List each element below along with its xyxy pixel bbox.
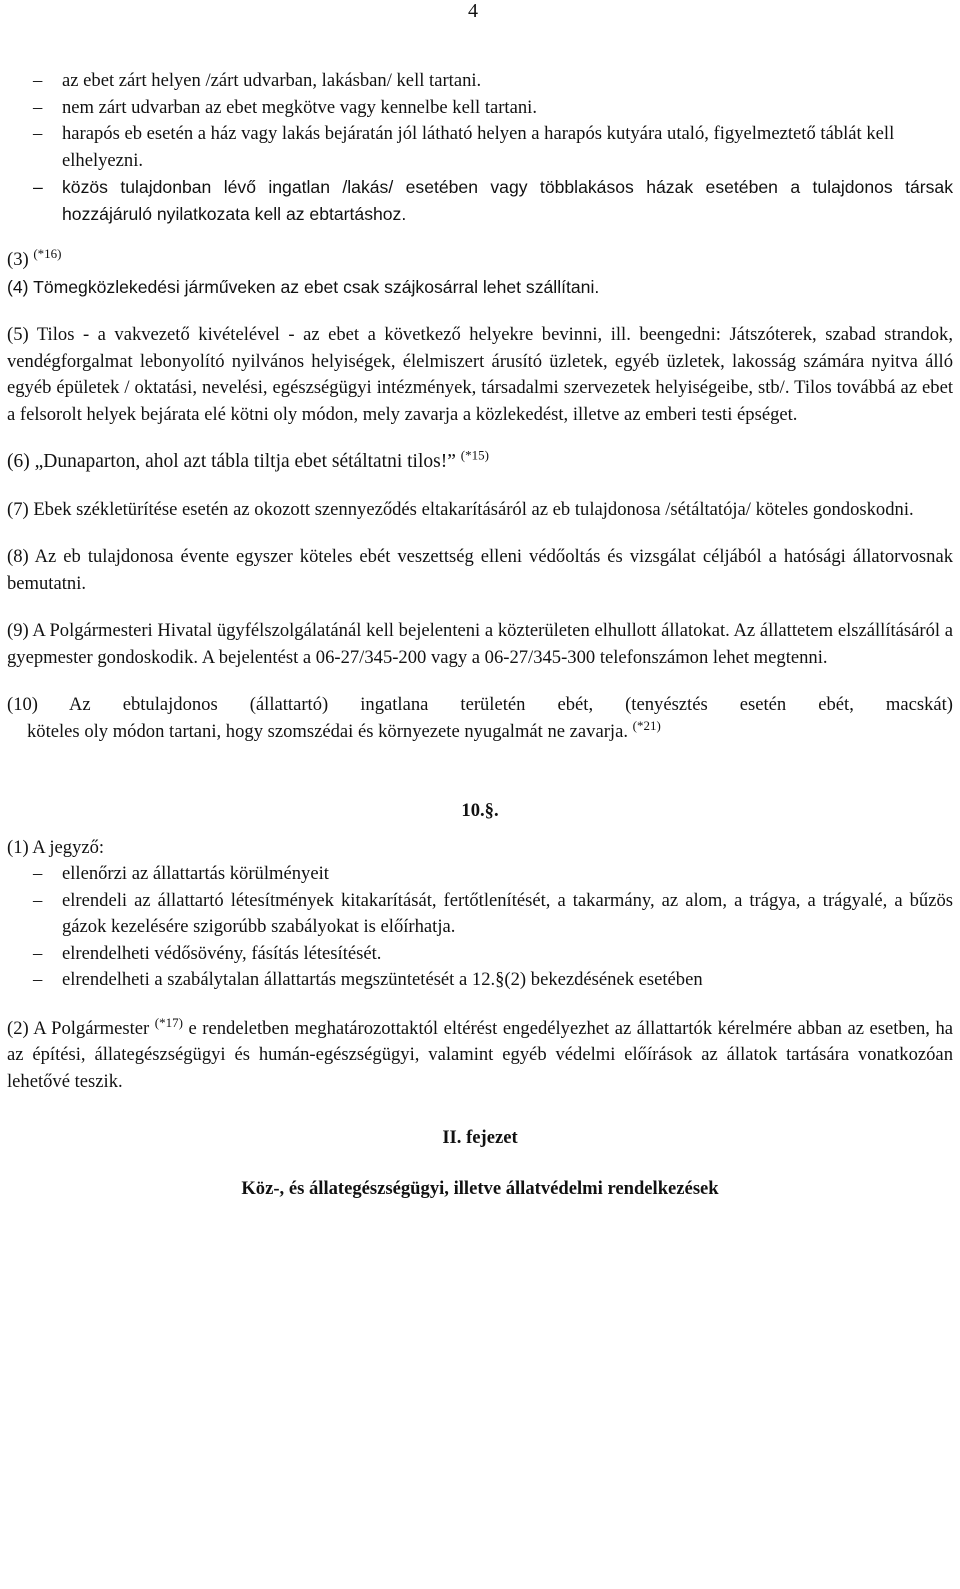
section-heading: 10.§. — [461, 800, 499, 821]
paragraph-7: (7) Ebek székletürítése esetén az okozott szennyeződés eltakarításáról az eb tulajdonosa /sétáltatója/ köteles gondoskodni. — [7, 498, 914, 520]
list-item: – elrendelheti védősövény, fásítás létesítését. — [7, 941, 953, 968]
chapter-heading: II. fejezet — [442, 1127, 518, 1148]
list-item: – harapós eb esetén a ház vagy lakás bejáratán jól látható helyen a harapós kutyára utaló, figyelmeztető táblát kell elhelyezni. — [7, 121, 953, 174]
paragraph-4: (4) Tömegközlekedési járműveken az ebet csak szájkosárral lehet szállítani. — [7, 276, 600, 297]
list-item: – nem zárt udvarban az ebet megkötve vagy kennelbe kell tartani. — [7, 95, 953, 122]
paragraph-6: (6) „Dunaparton, ahol azt tábla tiltja ebet sétáltatni tilos!” $^{(*15)}$ — [7, 447, 489, 472]
section10-paragraph-2: (2) A Polgármester $^{(*17)}$ e rendeletben meghatározottaktól eltérést engedélyezhet az állattartók kérelmére abban az esetben, ha az építési, állategészségügyi és humán-egészségügyi, valamint egyéb védelmi előírások az állatok tartására vonatkozóan lehetővé teszik. — [7, 1014, 953, 1092]
list-item: – elrendeli az állattartó létesítmények kitakarítását, fertőtlenítését, a takarmány, az alom, a trágya, a trágyalé, a bűzös gázok kezelésére szigorúbb szabályokat is előírhatja. — [7, 888, 953, 941]
footnote-ref: (*16) — [33, 245, 62, 261]
dash-list-1 — [7, 68, 953, 227]
footnote-ref: (*17) — [154, 1014, 183, 1030]
section10-paragraph-1: (1) A jegyző: — [7, 836, 105, 858]
page-number: 4 — [468, 0, 478, 22]
chapter-title: Köz-, és állategészségügyi, illetve állatvédelmi rendelkezések — [241, 1177, 719, 1199]
footnote-ref: (*21) — [632, 717, 661, 733]
dash-list-2 — [7, 861, 953, 994]
paragraph-3: (3) $^{(*16)}$ — [7, 245, 62, 270]
paragraph-5: (5) Tilos - a vakvezető kivételével - az ebet a következő helyekre bevinni, ill. beengedni: Játszóterek, szabad strandok, vendégforgalmat lebonyolító nyilvános helyiségek, élelmiszert árusító üzletek, egyéb üzletek, lakosság számára nyitva álló egyéb épületek / oktatási, nevelési, egészségügyi intézmények, társadalmi szervezetek helyiségeibe, stb/. Tilos továbbá az ebet a felsorolt helyek bejárata elé kötni oly módon, mely zavarja a közlekedést, illetve az emberi testi épséget. — [7, 324, 953, 425]
paragraph-10: (10) Az ebtulajdonos (állattartó) ingatlana területén ebét, (tenyésztés esetén ebét, macskát) köteles oly módon tartani, hogy szomszédai és környezete nyugalmát ne zavarja. $^{(*21)}$ — [7, 694, 953, 742]
list-item: – az ebet zárt helyen /zárt udvarban, lakásban/ kell tartani. — [7, 68, 953, 95]
footnote-ref: (*15) — [460, 447, 489, 463]
paragraph-8: (8) Az eb tulajdonosa évente egyszer köteles ebét veszettség elleni védőoltás és vizsgálat céljából a hatósági állatorvosnak bemutatni. — [7, 546, 953, 594]
list-item: – közös tulajdonban lévő ingatlan /lakás/ esetében vagy többlakásos házak esetében a tulajdonos társak hozzájáruló nyilatkozata kell az ebtartáshoz. — [7, 174, 953, 227]
list-item: – ellenőrzi az állattartás körülményeit — [7, 861, 953, 888]
list-item: – elrendelheti a szabálytalan állattartás megszüntetését a 12.§(2) bekezdésének esetében — [7, 967, 953, 994]
document-body — [7, 68, 953, 1202]
paragraph-9: (9) A Polgármesteri Hivatal ügyfélszolgálatánál kell bejelenteni a közterületen elhullott állatokat. Az állattetem elszállításáról a gyepmester gondoskodik. A bejelentést a 06-27/345-200 vagy a 06-27/345-300 telefonszámon lehet megtenni. — [7, 620, 953, 668]
